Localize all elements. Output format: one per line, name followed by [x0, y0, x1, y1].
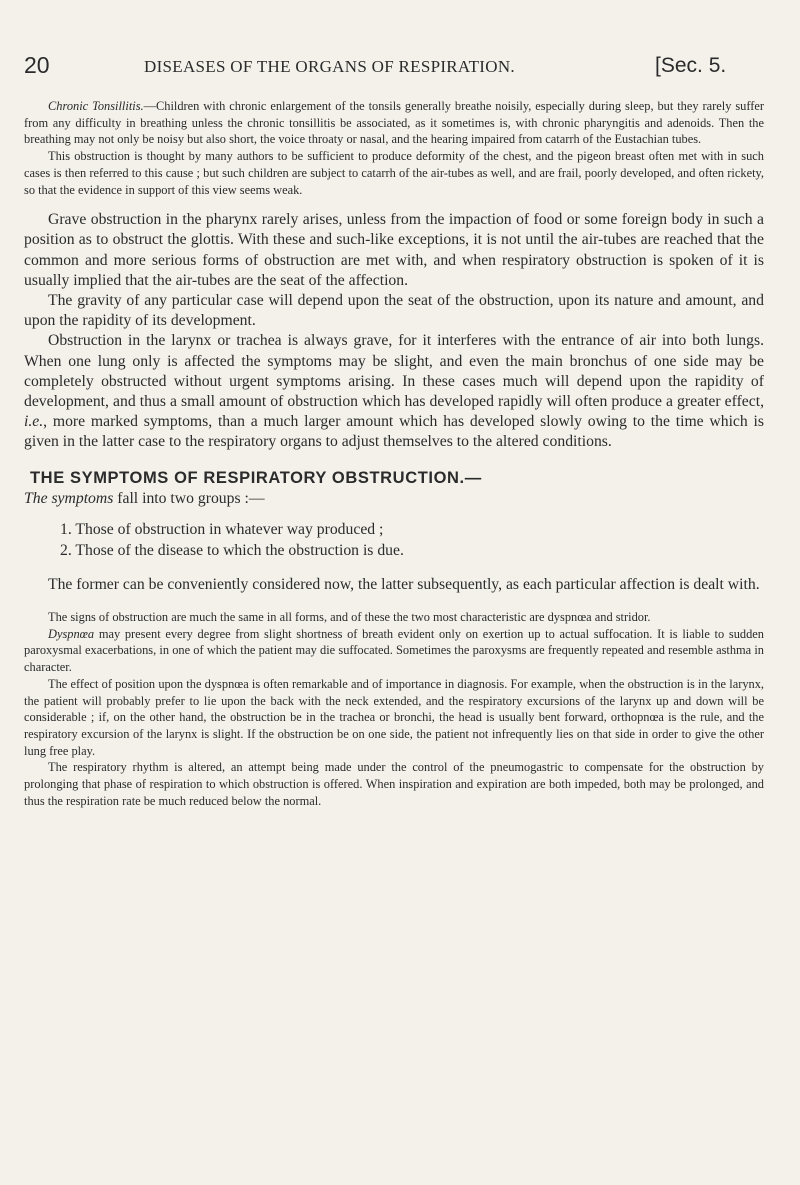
ie-term: i.e. — [24, 413, 44, 431]
rhythm-paragraph: The respiratory rhythm is altered, an attempt being made under the control of the pneumogastric to compensate for the obstruction by prolonging that phase of respiration to which obstruction is offered. When inspiration and expiration are both impeded, both may be prolonged, and thus the respiration rate be much reduced below the normal. — [24, 760, 764, 808]
larynx-text-before: Obstruction in the larynx or trachea is always grave, for it interferes with the entrance of air into both lungs. When one lung only is affected the symptoms may be slight, and even the main bronchus of one side may be completely obstructed without urgent symptoms arising. In these cases much will depend upon the rapidity of development, and thus a small amount of obstruction which has developed rapidly will often produce a greater effect, — [24, 332, 764, 411]
former-latter-paragraph: The former can be conveniently considered now, the latter subsequently, as each particular affection is dealt with. — [48, 575, 760, 593]
list-item: 1. Those of obstruction in whatever way produced ; — [60, 520, 384, 538]
signs-paragraph: The signs of obstruction are much the same in all forms, and of these the two most characteristic are dyspnœa and stridor. — [48, 610, 651, 625]
dyspnoea-paragraph — [24, 626, 764, 676]
page-body — [24, 98, 764, 810]
grave-obstruction-paragraph: Grave obstruction in the pharynx rarely arises, unless from the impaction of food or some foreign body in such a position as to obstruct the glottis. With these and such-like exceptions, it is not until the air-tubes are reached that the common and more serious forms of obstruction are met with, and when respiratory obstruction is spoken of it is usually implied that the air-tubes are the seat of the affection. — [24, 211, 764, 289]
symptoms-section-heading: THE SYMPTOMS OF RESPIRATORY OBSTRUCTION.— — [30, 468, 482, 487]
running-title: DISEASES OF THE ORGANS OF RESPIRATION. — [144, 57, 515, 76]
symptoms-intro-text: fall into two groups :— — [113, 489, 265, 507]
symptom-groups-list — [24, 519, 764, 561]
chronic-tonsillitis-term: Chronic Tonsillitis. — [48, 99, 144, 113]
gravity-paragraph: The gravity of any particular case will depend upon the seat of the obstruction, upon its nature and amount, and upon the rapidity of its development. — [24, 292, 764, 330]
dyspnoea-term: Dyspnœa — [48, 626, 95, 641]
chronic-tonsillitis-paragraph — [24, 98, 764, 148]
page-header — [24, 52, 764, 82]
symptoms-intro — [24, 489, 764, 509]
section-marker: [Sec. 5. — [655, 54, 727, 77]
symptoms-term: The symptoms — [24, 489, 114, 507]
deformity-paragraph: This obstruction is thought by many authors to be sufficient to produce deformity of the chest, and the pigeon breast often met with in such cases is then referred to this cause ; but such children are subject to catarrh of the air-tubes as well, and are frail, poorly developed, and often rickety, so that the evidence in support of this view seems weak. — [24, 149, 764, 197]
chronic-tonsillitis-text: —Children with chronic enlargement of the tonsils generally breathe noisily, especially during sleep, but they rarely suffer from any difficulty in breathing unless the chronic tonsillitis be associated, as it sometimes is, with chronic pharyngitis and adenoids. Then the breathing may not only be noisy but also short, the voice throaty or nasal, and the hearing impaired from catarrh of the Eustachian tubes. — [24, 99, 764, 147]
larynx-text-after: , more marked symptoms, than a much larger amount which has developed slowly owing to the time which is given in the latter case to the respiratory organs to adjust themselves to the altered conditions. — [24, 413, 764, 451]
dyspnoea-text: may present every degree from slight shortness of breath evident only on exertion up to actual suffocation. It is liable to sudden paroxysmal exacerbations, in one of which the patient may die suffocated. Sometimes the paroxysms are frequently repeated and resemble asthma in character. — [24, 626, 764, 675]
list-item: 2. Those of the disease to which the obstruction is due. — [60, 541, 404, 559]
larynx-trachea-paragraph — [24, 331, 764, 452]
position-paragraph: The effect of position upon the dyspnœa is often remarkable and of importance in diagnosis. For example, when the obstruction is in the larynx, the patient will probably prefer to lie upon the back with the neck extended, and the respiratory excursions of the larynx up and down will be considerable ; if, on the other hand, the obstruction be in the trachea or bronchi, the head is usually bent forward, orthopnœa is the rule, and the respiratory excursion of the larynx is slight. If the obstruction be on one side, the patient not infrequently lies on that side in order to give the other lung free play. — [24, 676, 764, 758]
page-number: 20 — [24, 52, 50, 78]
